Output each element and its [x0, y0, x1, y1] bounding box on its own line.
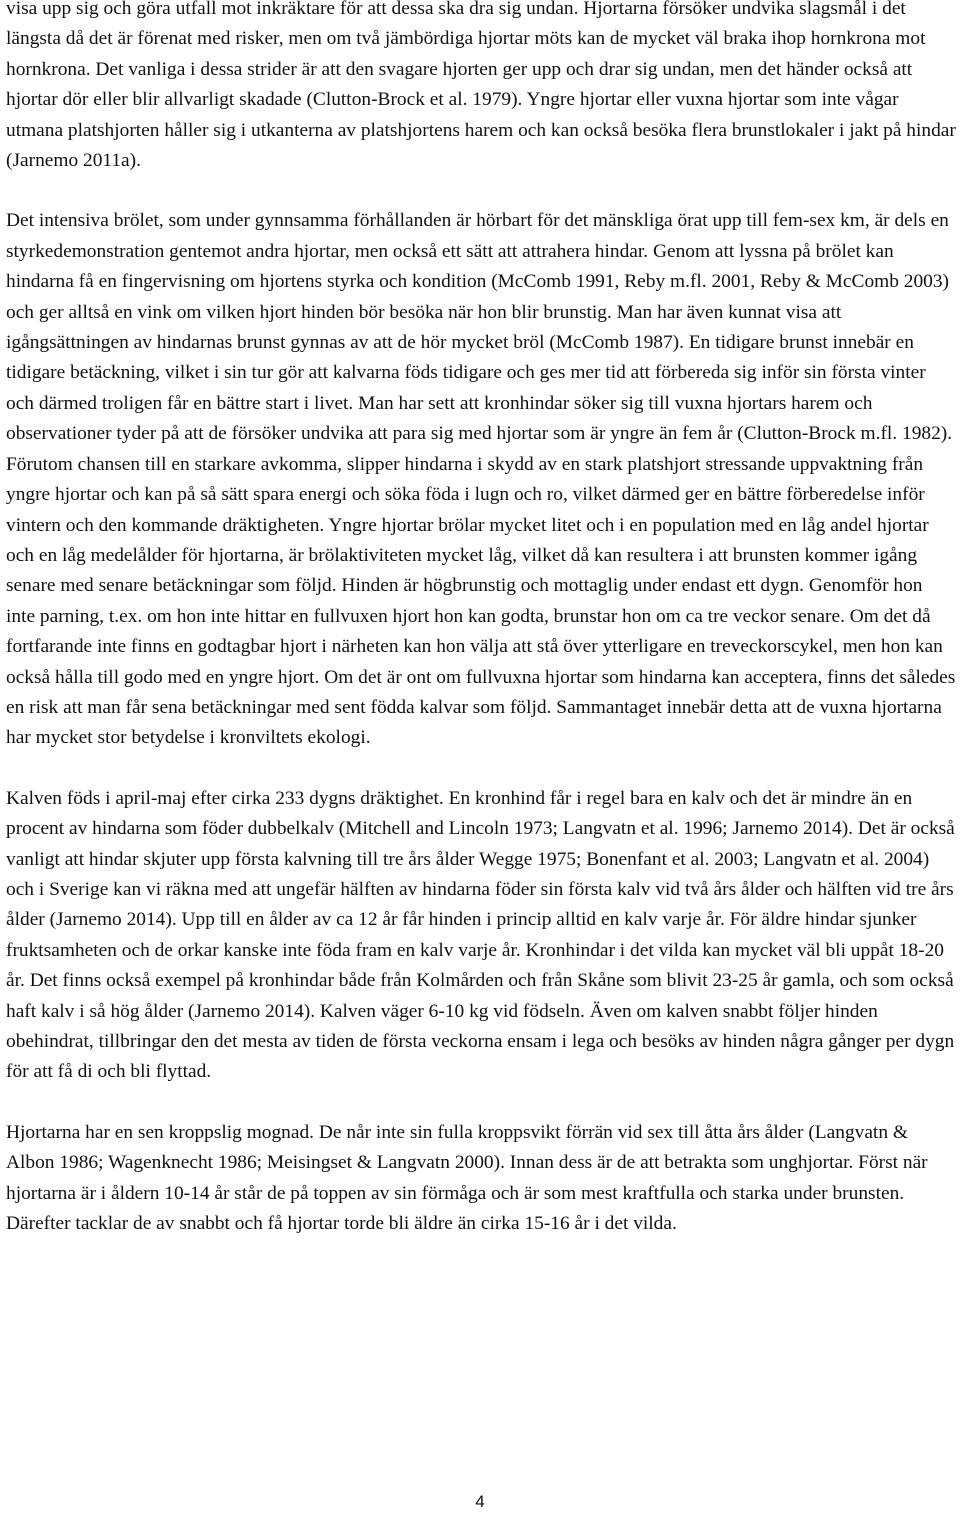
document-page — [6, 0, 956, 1269]
paragraph-maturity: Hjortarna har en sen kroppslig mognad. De når inte sin fulla kroppsvikt förrän vid sex till åtta års ålder (Langvatn & Albon 1986; Wagenknecht 1986; Meisingset & Langvatn 2000). Innan dess är de att betrakta som unghjortar. Först när hjortarna är i åldern 10-14 år står de på toppen av sin förmåga och är som mest kraftfulla och starka under brunsten. Därefter tacklar de av snabbt och få hjortar torde bli äldre än cirka 15-16 år i det vilda. — [6, 1121, 928, 1235]
page-number: 4 — [475, 1492, 485, 1511]
paragraph-calf: Kalven föds i april-maj efter cirka 233 dygns dräktighet. En kronhind får i regel bara en kalv och det är mindre än en procent av hindarna som föder dubbelkalv (Mitchell and Lincoln 1973; Langvatn et al. 1996; Jarnemo 2014). Det är också vanligt att hindar skjuter upp första kalvning till tre års ålder Wegge 1975; Bonenfant et al. 2003; Langvatn et al. 2004) och i Sverige kan vi räkna med att ungefär hälften av hindarna föder sin första kalv vid två års ålder och hälften vid tre års ålder (Jarnemo 2014). Upp till en ålder av ca 12 år får hinden i princip alltid en kalv varje år. För äldre hindar sjunker fruktsamheten och de orkar kanske inte föda fram en kalv varje år. Kronhindar i det vilda kan mycket väl bli uppåt 18-20 år. Det finns också exempel på kronhindar både från Kolmården och från Skåne som blivit 23-25 år gamla, och som också haft kalv i så hög ålder (Jarnemo 2014). Kalven väger 6-10 kg vid födseln. Även om kalven snabbt följer hinden obehindrat, tillbringar den det mesta av tiden de första veckorna ensam i lega och besöks av hinden några gånger per dygn för att få di och bli flyttad. — [6, 787, 955, 1083]
paragraph-stag-fights: visa upp sig och göra utfall mot inkräktare för att dessa ska dra sig undan. Hjortarna försöker undvika slagsmål i det längsta då det är förenat med risker, men om två jämbördiga hjortar möts kan de mycket väl braka ihop hornkrona mot hornkrona. Det vanliga i dessa strider är att den svagare hjorten ger upp och drar sig undan, men det händer också att hjortar dör eller blir allvarligt skadade (Clutton-Brock et al. 1979). Yngre hjortar eller vuxna hjortar som inte vågar utmana platshjorten håller sig i utkanterna av platshjortens harem och kan också besöka flera brunstlokaler i jakt på hindar (Jarnemo 2011a). — [6, 0, 956, 172]
paragraph-roar: Det intensiva brölet, som under gynnsamma förhållanden är hörbart för det mänskliga örat upp till fem-sex km, är dels en styrkedemonstration gentemot andra hjortar, men också ett sätt att attrahera hindar. Genom att lyssna på brölet kan hindarna få en fingervisning om hjortens styrka och kondition (McComb 1991, Reby m.fl. 2001, Reby & McComb 2003) och ger alltså en vink om vilken hjort hinden bör besöka när hon blir brunstig. Man har även kunnat visa att igångsättningen av hindarnas brunst gynnas av att de hör mycket bröl (McComb 1987). En tidigare brunst innebär en tidigare betäckning, vilket i sin tur gör att kalvarna föds tidigare och ges mer tid att förbereda sig inför sin första vinter och därmed troligen får en bättre start i livet. Man har sett att kronhindar söker sig till vuxna hjortars harem och observationer tyder på att de försöker undvika att para sig med hjortar som är yngre än fem år (Clutton-Brock m.fl. 1982). Förutom chansen till en starkare avkomma, slipper hindarna i skydd av en stark platshjort stressande uppvaktning från yngre hjortar och kan på så sätt spara energi och söka föda i lugn och ro, vilket därmed ger en bättre förberedelse inför vintern och den kommande dräktigheten. Yngre hjortar brölar mycket litet och i en population med en låg andel hjortar och en låg medelålder för hjortarna, är brölaktiviteten mycket låg, vilket då kan resultera i att brunsten kommer igång senare med senare betäckningar som följd. Hinden är högbrunstig och mottaglig under endast ett dygn. Genomför hon inte parning, t.ex. om hon inte hittar en fullvuxen hjort hon kan godta, brunstar hon om ca tre veckor senare. Om det då fortfarande inte finns en godtagbar hjort i närheten kan hon välja att stå över ytterligare en treveckorscykel, men hon kan också hålla till godo med en yngre hjort. Om det är ont om fullvuxna hjortar som hindarna kan acceptera, finns det således en risk att man får sena betäckningar med sent födda kalvar som följd. Sammantaget innebär detta att de vuxna hjortarna har mycket stor betydelse i kronviltets ekologi. — [6, 210, 956, 749]
